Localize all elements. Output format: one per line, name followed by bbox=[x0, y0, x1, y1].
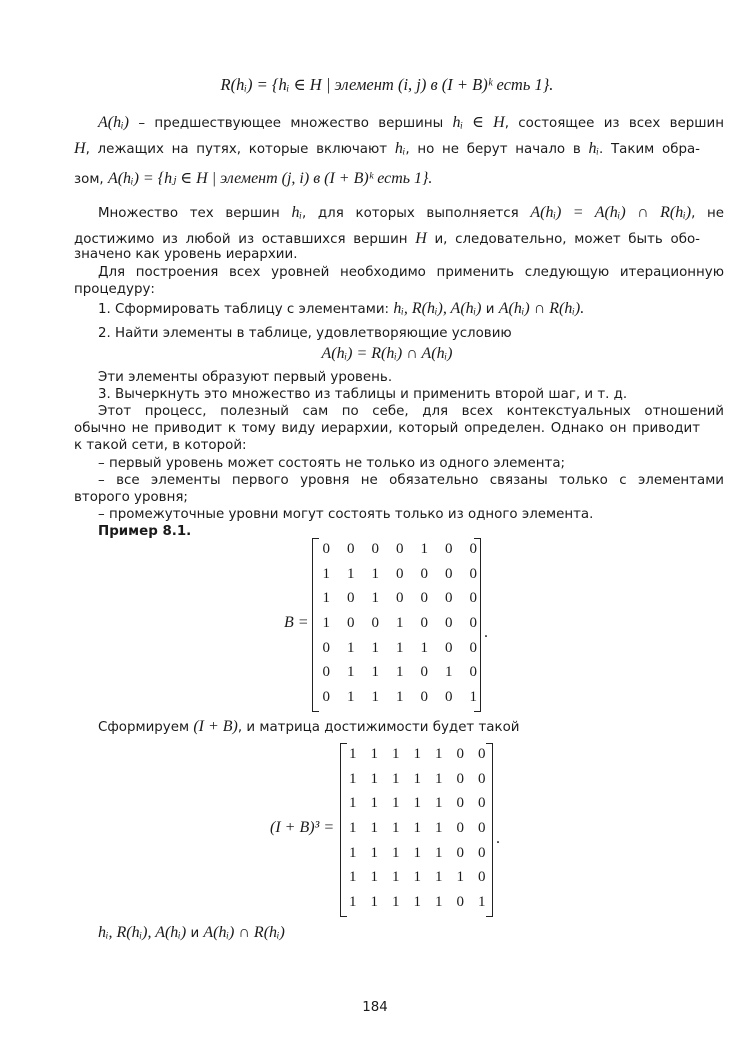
formula-condition: A(hᵢ) = A(hᵢ) ∩ R(hᵢ) bbox=[530, 204, 692, 221]
matrix-cell: 1 bbox=[392, 869, 400, 886]
matrix-cell: 1 bbox=[413, 795, 421, 812]
text: 1. Сформировать таблицу с элементами: bbox=[98, 302, 390, 317]
text: зом, bbox=[74, 172, 104, 187]
matrix-cell: 1 bbox=[322, 565, 330, 582]
matrix-b-right-bracket bbox=[474, 538, 481, 712]
paragraph-1-line-2 bbox=[74, 140, 700, 159]
matrix-cell: 1 bbox=[370, 894, 378, 911]
matrix-cell: 0 bbox=[445, 565, 453, 582]
formula-intersection: A(hᵢ) ∩ R(hᵢ) bbox=[203, 924, 285, 941]
matrix-cell: 0 bbox=[478, 770, 486, 787]
matrix-cell: 1 bbox=[413, 746, 421, 762]
matrix-cell: 0 bbox=[396, 565, 404, 582]
matrix-cell: 1 bbox=[349, 820, 357, 837]
matrix-cell: 0 bbox=[456, 844, 464, 861]
matrix-cell: 1 bbox=[370, 770, 378, 787]
matrix-cell: 0 bbox=[322, 689, 330, 706]
text: и bbox=[190, 926, 200, 941]
text: , лежащих на путях, которые включают bbox=[85, 142, 388, 157]
matrix-cell: 1 bbox=[435, 869, 443, 886]
matrix-cell: 0 bbox=[456, 746, 464, 762]
matrix-cell: 1 bbox=[349, 770, 357, 787]
first-level-line: Эти элементы образуют первый уровень. bbox=[98, 370, 393, 385]
step-3: 3. Вычеркнуть это множество из таблицы и применить второй шаг, и т. д. bbox=[98, 387, 628, 402]
formula-r-definition: R(hᵢ) = {hᵢ ∈ H | элемент (i, j) в (I + B)ᵏ есть 1}. bbox=[220, 75, 554, 94]
matrix-cell: 0 bbox=[322, 639, 330, 656]
matrix-cell: 1 bbox=[435, 820, 443, 837]
matrix-cell: 1 bbox=[371, 590, 379, 607]
matrix-cell: 1 bbox=[371, 689, 379, 706]
matrix-cell: 0 bbox=[371, 615, 379, 632]
matrix-cell: 0 bbox=[347, 541, 355, 557]
formula-intersection: A(hᵢ) ∩ R(hᵢ). bbox=[498, 300, 585, 317]
matrix-ib-period: . bbox=[496, 830, 500, 847]
paragraph-1-line-3 bbox=[74, 170, 700, 189]
matrix-cell: 1 bbox=[392, 894, 400, 911]
matrix-cell: 0 bbox=[478, 844, 486, 861]
matrix-cell: 0 bbox=[322, 664, 330, 681]
matrix-cell: 0 bbox=[445, 590, 453, 607]
text: , не bbox=[691, 206, 725, 221]
step-2: 2. Найти элементы в таблице, удовлетворяющие условию bbox=[98, 326, 512, 341]
matrix-cell: 1 bbox=[392, 820, 400, 837]
matrix-cell: 0 bbox=[445, 615, 453, 632]
matrix-cell: 1 bbox=[413, 869, 421, 886]
matrix-cell: 1 bbox=[396, 639, 404, 656]
matrix-ib bbox=[342, 746, 493, 919]
text: Сформируем bbox=[98, 720, 190, 735]
matrix-cell: 1 bbox=[392, 795, 400, 812]
bullet-3: – промежуточные уровни могут состоять только из одного элемента. bbox=[98, 507, 594, 522]
matrix-cell: 1 bbox=[435, 795, 443, 812]
paragraph-4-line-2: обычно не приводит к тому виду иерархии, который определен. Однако он приводит bbox=[74, 421, 700, 436]
matrix-cell: 1 bbox=[420, 541, 428, 557]
matrix-cell: 0 bbox=[469, 639, 477, 656]
formula-hi: hᵢ bbox=[588, 140, 599, 157]
matrix-b-period: . bbox=[484, 624, 488, 641]
formula-elements: hᵢ, R(hᵢ), A(hᵢ) bbox=[98, 924, 187, 941]
matrix-cell: 1 bbox=[396, 615, 404, 632]
formula-condition-centered: A(hᵢ) = R(hᵢ) ∩ A(hᵢ) bbox=[321, 345, 453, 362]
matrix-cell: 1 bbox=[349, 746, 357, 762]
paragraph-2-line-3: значено как уровень иерархии. bbox=[74, 247, 298, 262]
matrix-cell: 0 bbox=[469, 565, 477, 582]
matrix-cell: 1 bbox=[392, 746, 400, 762]
matrix-cell: 1 bbox=[435, 894, 443, 911]
text: , но не берут начало в bbox=[405, 142, 581, 157]
paragraph-2-line-1 bbox=[74, 204, 724, 223]
text: Множество тех вершин bbox=[98, 206, 280, 221]
text: , состоящее из всех вершин bbox=[504, 116, 724, 131]
paragraph-4-line-1: Этот процесс, полезный сам по себе, для всех контекстуальных отношений bbox=[98, 404, 724, 419]
bullet-1: – первый уровень может состоять не только из одного элемента; bbox=[98, 456, 566, 471]
step-1 bbox=[74, 300, 724, 319]
matrix-cell: 1 bbox=[349, 894, 357, 911]
formula-a-hi: A(hᵢ) bbox=[98, 114, 129, 131]
text: – предшествующее множество вершины bbox=[138, 116, 444, 131]
matrix-cell: 0 bbox=[469, 541, 477, 557]
matrix-cell: 1 bbox=[396, 664, 404, 681]
matrix-cell: 1 bbox=[347, 639, 355, 656]
matrix-cell: 0 bbox=[396, 541, 404, 557]
paragraph-3-line-1: Для построения всех уровней необходимо применить следующую итерационную bbox=[98, 265, 724, 280]
matrix-cell: 0 bbox=[456, 894, 464, 911]
matrix-b-label: B = bbox=[284, 614, 309, 631]
example-title: Пример 8.1. bbox=[98, 524, 192, 539]
text: и bbox=[485, 302, 495, 317]
matrix-cell: 1 bbox=[392, 844, 400, 861]
matrix-cell: 0 bbox=[420, 615, 428, 632]
matrix-cell: 0 bbox=[347, 590, 355, 607]
matrix-cell: 1 bbox=[370, 746, 378, 762]
matrix-cell: 1 bbox=[347, 565, 355, 582]
matrix-cell: 0 bbox=[420, 664, 428, 681]
paragraph-4-line-3: к такой сети, в которой: bbox=[74, 438, 247, 453]
formula-h: H bbox=[415, 230, 427, 247]
matrix-cell: 0 bbox=[445, 689, 453, 706]
matrix-cell: 0 bbox=[469, 590, 477, 607]
matrix-cell: 0 bbox=[469, 615, 477, 632]
formula-hi: hᵢ bbox=[394, 140, 406, 157]
matrix-cell: 0 bbox=[478, 795, 486, 812]
matrix-cell: 1 bbox=[478, 894, 486, 911]
matrix-cell: 0 bbox=[371, 541, 379, 557]
text: и, следовательно, может быть обо- bbox=[434, 232, 700, 247]
matrix-cell: 0 bbox=[478, 869, 486, 886]
matrix-cell: 1 bbox=[370, 869, 378, 886]
matrix-cell: 0 bbox=[396, 590, 404, 607]
matrix-cell: 1 bbox=[445, 664, 453, 681]
matrix-cell: 0 bbox=[347, 615, 355, 632]
matrix-b bbox=[314, 541, 486, 714]
matrix-cell: 1 bbox=[322, 615, 330, 632]
formula-hi-in-h: hᵢ ∈ H bbox=[452, 114, 505, 131]
matrix-cell: 0 bbox=[456, 770, 464, 787]
matrix-cell: 1 bbox=[413, 894, 421, 911]
bullet-2-line-1: – все элементы первого уровня не обязательно связаны только с элементами bbox=[98, 473, 724, 488]
formula-i-plus-b: (I + B) bbox=[193, 718, 238, 735]
text: , и матрица достижимости будет такой bbox=[237, 720, 520, 735]
matrix-cell: 1 bbox=[420, 639, 428, 656]
text: . Таким обра- bbox=[599, 142, 700, 157]
matrix-cell: 0 bbox=[420, 565, 428, 582]
matrix-cell: 0 bbox=[478, 746, 486, 762]
matrix-cell: 1 bbox=[413, 844, 421, 861]
matrix-cell: 1 bbox=[396, 689, 404, 706]
formula-a-definition: A(hᵢ) = {hⱼ ∈ H | элемент (j, i) в (I + B)ᵏ есть 1}. bbox=[107, 170, 433, 187]
matrix-cell: 1 bbox=[349, 869, 357, 886]
matrix-cell: 1 bbox=[370, 820, 378, 837]
matrix-cell: 0 bbox=[322, 541, 330, 557]
matrix-cell: 1 bbox=[322, 590, 330, 607]
paragraph-1-line-1 bbox=[74, 114, 724, 133]
matrix-cell: 0 bbox=[445, 639, 453, 656]
matrix-ib-right-bracket bbox=[486, 743, 493, 917]
matrix-cell: 1 bbox=[370, 795, 378, 812]
form-line bbox=[74, 718, 724, 737]
last-line bbox=[98, 924, 724, 943]
matrix-ib-label: (I + B)³ = bbox=[270, 819, 335, 836]
matrix-cell: 0 bbox=[469, 664, 477, 681]
matrix-cell: 1 bbox=[413, 770, 421, 787]
matrix-cell: 1 bbox=[435, 770, 443, 787]
matrix-cell: 1 bbox=[349, 795, 357, 812]
matrix-cell: 1 bbox=[413, 820, 421, 837]
matrix-cell: 1 bbox=[349, 844, 357, 861]
formula-h: H bbox=[74, 140, 86, 157]
matrix-cell: 0 bbox=[420, 590, 428, 607]
matrix-cell: 1 bbox=[435, 844, 443, 861]
bullet-2-line-2: второго уровня; bbox=[74, 490, 188, 505]
matrix-cell: 1 bbox=[392, 770, 400, 787]
matrix-cell: 1 bbox=[371, 664, 379, 681]
matrix-cell: 0 bbox=[420, 689, 428, 706]
matrix-cell: 1 bbox=[347, 664, 355, 681]
matrix-cell: 1 bbox=[469, 689, 477, 706]
matrix-cell: 1 bbox=[370, 844, 378, 861]
text: , для которых выполняется bbox=[301, 206, 519, 221]
page-number: 184 bbox=[362, 1000, 388, 1015]
matrix-cell: 0 bbox=[456, 795, 464, 812]
paragraph-3-line-2: процедуру: bbox=[74, 282, 155, 297]
matrix-cell: 0 bbox=[478, 820, 486, 837]
matrix-cell: 0 bbox=[445, 541, 453, 557]
formula-hi: hᵢ bbox=[291, 204, 302, 221]
matrix-cell: 0 bbox=[456, 820, 464, 837]
matrix-cell: 1 bbox=[456, 869, 464, 886]
matrix-cell: 1 bbox=[435, 746, 443, 762]
matrix-cell: 1 bbox=[347, 689, 355, 706]
formula-elements: hᵢ, R(hᵢ), A(hᵢ) bbox=[393, 300, 482, 317]
text: достижимо из любой из оставшихся вершин bbox=[74, 232, 408, 247]
matrix-cell: 1 bbox=[371, 639, 379, 656]
matrix-cell: 1 bbox=[371, 565, 379, 582]
